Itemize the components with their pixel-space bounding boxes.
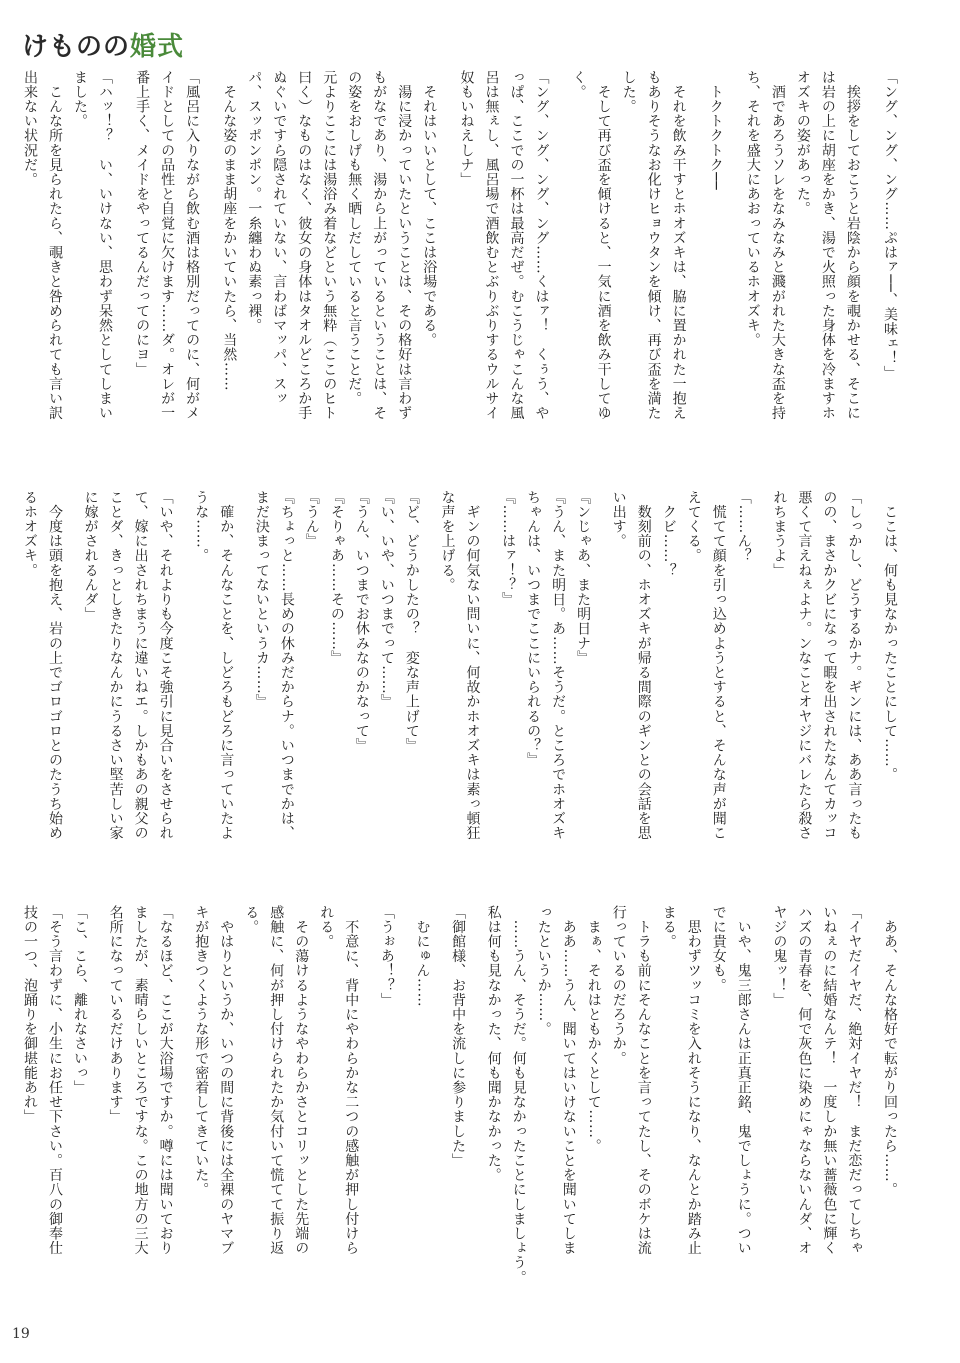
text-column: そして再び盃を傾けると、一気に酒を飲み干してゆ	[595, 70, 612, 421]
text-column: むにゅん……	[414, 905, 431, 1008]
text-column: 「うぉあ！？」	[378, 905, 395, 1008]
text-column: 「風呂に入りながら飲む酒は格別だってのに、何がメ	[184, 70, 201, 421]
text-column	[207, 70, 214, 460]
text-column: 数刻前の、ホオズキが帰る間際のギンとの会話を思	[635, 490, 652, 841]
text-column: 曰く）なものはなく、彼女の身体はタオルどころか手	[296, 70, 313, 421]
text-column: るホオズキ。	[22, 490, 38, 578]
text-column: のの、まさかクビになって暇を出されたなんてカッコ	[821, 490, 838, 841]
text-column: て、嫁に出されちまうに違いねエ。しかもあの親父の	[132, 490, 149, 841]
text-column: ヤジの鬼ッ！」	[771, 905, 788, 1008]
text-column	[488, 490, 494, 885]
text-column: 『うん』	[303, 490, 320, 549]
text-column: 私は何も見なかった、何も聞かなかった。	[485, 905, 502, 1183]
text-column	[869, 490, 875, 885]
text-column: ましたが、素晴らしいところですな。この地方の三大	[132, 905, 149, 1256]
text-column: でに貴女も。	[710, 905, 727, 993]
text-column	[556, 70, 563, 460]
text-column: 「ング、ング、ング、ング……くはァ！ くぅう、や	[533, 70, 550, 421]
text-column: ことダ、きっとしきたりなんかにうるさい堅苦しい家	[107, 490, 124, 841]
text-column: く。	[570, 70, 587, 100]
page-header	[22, 22, 184, 66]
text-column: 『い、いや、いつまでって……』	[378, 490, 395, 709]
text-column: 酒であろうソレをなみなみと濺がれた大きな盃を持	[769, 70, 786, 421]
text-column: 「ハッ！？ い、いけない、思わず呆然としてしまい	[97, 70, 114, 421]
text-column: クビ……？	[660, 490, 677, 578]
text-column: こんな所を見られたら、覗きと咎められても言い訳	[47, 70, 64, 421]
text-column: トラも前にそんなことを言ってたし、そのボケは流	[635, 905, 652, 1256]
text-column	[598, 490, 604, 885]
text-column: 『そりゃあ……その……』	[328, 490, 345, 666]
text-column: した。	[620, 70, 637, 114]
text-column: やはりというか、いつの間に背後には全裸のヤマブ	[218, 905, 235, 1256]
text-column	[120, 70, 127, 460]
text-column: 確か、そんなことを、しどろもどろに言っていたよ	[218, 490, 235, 841]
text-tier-top	[20, 70, 900, 460]
text-column: ここは、何も見なかったことにして……。	[882, 490, 898, 782]
text-column: そんな姿のまま胡座をかいていたら、当然……	[221, 70, 238, 392]
text-column: い出す。	[610, 490, 627, 549]
text-column: 挨拶をしておこうと岩陰から顔を覗かせる、そこに	[844, 70, 861, 421]
chapter-title: けものの	[22, 31, 131, 62]
text-column: ち、それを盛大にあおっているホオズキ。	[744, 70, 761, 348]
text-column: の姿をおしげも無く晒しだしていると言うことだ。	[346, 70, 363, 406]
text-column	[427, 490, 433, 885]
text-column	[366, 905, 372, 1305]
text-column: それを飲み干すとホオズキは、脇に置かれた一抱え	[670, 70, 687, 421]
text-column: イドとしての品性と自覚に欠けます……ダ。オレが一	[159, 70, 176, 421]
text-column: 「いや、それよりも今度こそ強引に見合いをさせられ	[157, 490, 174, 841]
text-column: 『ンじゃあ、また明日ナ』	[575, 490, 592, 666]
text-column: キが抱きつくような形で密着してきていた。	[193, 905, 210, 1197]
text-column	[181, 490, 187, 885]
text-column: 名所になっているだけあります」	[107, 905, 124, 1124]
text-column: っぱ、ここでの一杯は最高だぜ。むこうじゃこんな風	[508, 70, 525, 421]
text-column: 『うん、また明日。あ……そうだ。ところでホオズキ	[550, 490, 567, 841]
text-column: 技の一つ、泡踊りを御堪能あれ」	[22, 905, 38, 1124]
text-column: 思わずツッコミを入れそうになり、なんとか踏み止	[685, 905, 702, 1256]
text-column: まる。	[660, 905, 677, 949]
text-column: それはいいとして、ここは浴場である。	[421, 70, 438, 348]
text-column: ったというか……。	[535, 905, 552, 1037]
text-column	[70, 490, 76, 885]
text-tier-middle	[20, 490, 900, 885]
text-column: 番上手く、メイドをやってるんだってのにヨ」	[134, 70, 151, 377]
text-column: うな……。	[193, 490, 210, 563]
text-tier-bottom	[20, 905, 900, 1305]
text-column: 不意に、背中にやわらかな二つの感触が押し付けら	[343, 905, 360, 1256]
text-column: る。	[243, 905, 260, 935]
text-column	[402, 905, 408, 1305]
text-column	[438, 905, 444, 1305]
text-column: に嫁がされるんダ」	[82, 490, 99, 622]
text-column: ああ、そんな格好で転がり回ったら……。	[882, 905, 898, 1197]
text-column: 『……はァ！？』	[500, 490, 517, 607]
text-column: もありそうなお化けヒョウタンを傾け、再び盃を満た	[645, 70, 662, 421]
text-column	[759, 905, 765, 1305]
text-column	[181, 905, 187, 1305]
text-column: パ、スッポンポン。一糸纏わぬ素っ裸。	[246, 70, 263, 333]
text-column: オズキの姿があった。	[794, 70, 811, 216]
text-column: 行っているのだろうか。	[610, 905, 627, 1066]
text-column: いねぇのに結婚なんテ！ 一度しか無い薔薇色に輝く	[821, 905, 838, 1256]
text-column: 出来ない状況だ。	[22, 70, 39, 187]
text-column	[759, 490, 765, 885]
text-column	[868, 70, 875, 460]
text-column	[694, 70, 701, 460]
text-column	[444, 70, 451, 460]
text-column: 感触に、何が押し付けられたか気付いて慌てて振り返	[268, 905, 285, 1256]
text-column: 「ング、ング、ング……ぷはァ──、美味ェ！」	[882, 70, 898, 381]
text-column	[241, 490, 247, 885]
text-column: ギンの何気ない問いに、何故かホオズキは素っ頓狂	[464, 490, 481, 841]
text-column: 元よりここには湯浴み着などという無粋（ここのヒト	[321, 70, 338, 421]
text-column: 「御館様、お背中を流しに参りました」	[450, 905, 467, 1168]
text-column: 「なるほど、ここが大浴場ですか。噂には聞いており	[157, 905, 174, 1256]
text-column: ました。	[72, 70, 89, 129]
text-column: 『ど、どうかしたの？ 変な声上げて』	[403, 490, 420, 753]
text-column: 今度は頭を抱え、岩の上でゴロゴロとのたうち始め	[47, 490, 63, 841]
text-column: 『うん、いつまでお休みなのかなって』	[353, 490, 370, 753]
text-column: 奴もいねえしナ」	[458, 70, 475, 187]
text-column: れちまうよ」	[771, 490, 788, 578]
text-column: 「そう言わずに、小生にお任せ下さい。百八の御奉仕	[47, 905, 63, 1256]
text-column: ちゃんは、いつまでここにいられるの？』	[525, 490, 542, 768]
text-column	[95, 905, 101, 1305]
text-column: えてくる。	[685, 490, 702, 563]
text-column: まぁ、それはともかくとして……。	[585, 905, 602, 1154]
text-column: ぬぐいですら隠されていない、言わばマッパ、スッ	[271, 70, 288, 406]
text-column: は岩の上に胡座をかき、湯で火照った身体を冷ますホ	[819, 70, 836, 421]
text-column: な声を上げる。	[439, 490, 456, 593]
chapter-title-accent: 婚式	[130, 31, 185, 62]
text-column: トクトクトク──	[707, 70, 724, 191]
page-number: 19	[12, 1326, 30, 1342]
text-column: ……うん、そうだ。何も見なかったことにしましょう。	[510, 905, 527, 1285]
text-column: 「イヤだイヤだ、絶対イヤだ！ まだ恋だってしちゃ	[846, 905, 863, 1256]
text-column: 「……ん？	[735, 490, 752, 563]
text-column: れる。	[318, 905, 335, 949]
text-column: ハズの青春を、何で灰色に染めにゃならないんダ、オ	[796, 905, 813, 1256]
text-column: ああ……うん、聞いてはいけないことを聞いてしま	[560, 905, 577, 1256]
text-column: その蕩けるようなやわらかさとコリッとした先端の	[293, 905, 310, 1256]
text-column: いや、鬼三郎さんは正真正銘、鬼でしょうに。つい	[735, 905, 752, 1256]
text-column	[731, 70, 738, 460]
text-column: 「しっかし、どうするかナ。ギンには、ああ言ったも	[846, 490, 863, 841]
text-column	[473, 905, 479, 1305]
text-column: もがなであり、湯から上がっているということは、そ	[371, 70, 388, 421]
text-column: 悪くて言えねぇよナ。ンなことオヤジにバレたら殺さ	[796, 490, 813, 841]
text-column: 慌てて顔を引っ込めようとすると、そんな声が聞こ	[710, 490, 727, 841]
text-column: 『ちょっと……長めの休みだからナ。いつまでかは、	[278, 490, 295, 841]
text-column: 湯に浸かっていたということは、その格好は言わず	[396, 70, 413, 421]
text-column: 呂は無ぇし、風呂場で酒飲むとぶりぶりするウルサイ	[483, 70, 500, 421]
text-column: 「こ、こら、離れなさいっ」	[72, 905, 88, 1095]
text-column	[869, 905, 875, 1305]
text-column: まだ決まってないというカ……』	[253, 490, 270, 709]
